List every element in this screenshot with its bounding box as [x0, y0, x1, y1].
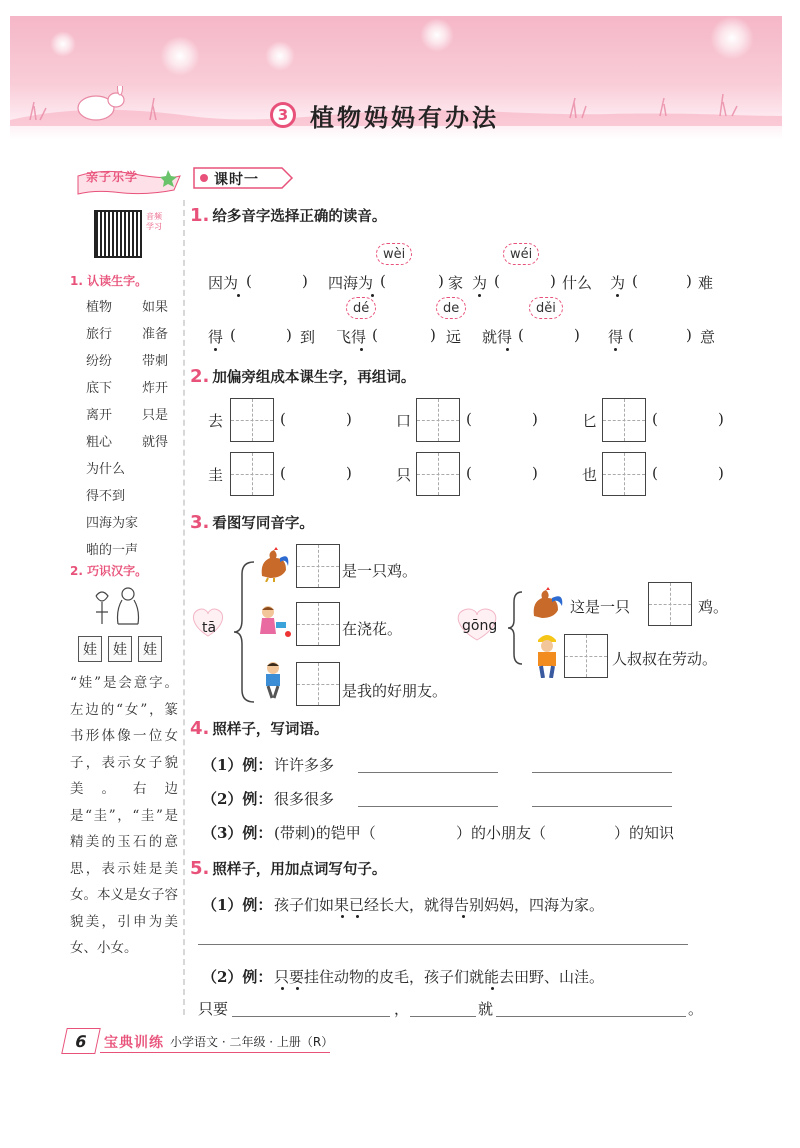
answer-line[interactable]	[532, 772, 672, 773]
word-item: 离开	[86, 408, 113, 423]
sidebar-divider	[183, 200, 185, 1015]
answer-right-paren: )	[532, 410, 538, 428]
pinyin-option[interactable]: děi	[529, 297, 563, 319]
writing-grid[interactable]	[296, 662, 340, 706]
question-text: 照样子，写词语。	[212, 722, 329, 738]
answer-left-paren: (	[280, 464, 286, 482]
q1-word: 为	[610, 274, 626, 292]
question-1-title	[190, 205, 386, 226]
emphasis-dot	[214, 348, 217, 351]
q1-right-paren: )	[550, 272, 556, 290]
writing-grid[interactable]	[564, 634, 608, 678]
answer-right-paren: )	[532, 464, 538, 482]
word-item: 粗心	[86, 435, 113, 450]
sentence-text: 这是一只	[570, 598, 631, 616]
q1-right-paren: )	[302, 272, 308, 290]
answer-left-paren: (	[466, 464, 472, 482]
q1-right-paren: )	[574, 326, 580, 344]
question-text: 给多音字选择正确的读音。	[212, 209, 387, 225]
writing-grid[interactable]	[416, 398, 460, 442]
page-number: 6	[61, 1028, 101, 1054]
q1-left-paren: (	[628, 326, 634, 344]
word-item: 纷纷	[86, 354, 113, 369]
frame-punct: ，	[394, 1000, 410, 1018]
word-item: 准备	[142, 327, 169, 342]
sentence-text: 在浇花。	[342, 620, 403, 638]
question-number: 5.	[190, 858, 210, 879]
left-brace	[232, 560, 256, 704]
q1-right-paren: )	[286, 326, 292, 344]
writing-grid[interactable]	[296, 602, 340, 646]
emphasis-dot	[356, 915, 359, 918]
answer-line[interactable]	[496, 1016, 686, 1017]
answer-left-paren: (	[280, 410, 286, 428]
question-5-title	[190, 858, 386, 879]
question-number: 1.	[190, 205, 210, 226]
lesson-number-badge: 3	[270, 102, 296, 128]
example-label: （2）例：	[202, 790, 273, 808]
pinyin-option[interactable]: wèi	[376, 243, 412, 265]
q1-word: 飞得	[336, 328, 367, 346]
answer-line[interactable]	[410, 1016, 476, 1017]
q1-left-paren: (	[380, 272, 386, 290]
emphasis-dot	[360, 348, 363, 351]
emphasis-dot	[506, 348, 509, 351]
example-sentence: 孩子们如果已经长大，就得告别妈妈，四海为家。	[274, 896, 605, 914]
sentence-text: 鸡。	[698, 598, 729, 616]
q1-word: 远	[446, 328, 462, 346]
radical-char: 只	[396, 466, 412, 484]
boy-icon	[258, 660, 288, 700]
sparkle-decoration	[160, 36, 200, 76]
character-evolution	[78, 636, 170, 662]
emphasis-dot	[237, 294, 240, 297]
word-item: 旅行	[86, 327, 113, 342]
qr-tag: 音频学习	[146, 212, 162, 231]
right-brace	[506, 590, 524, 666]
emphasis-dot	[616, 294, 619, 297]
evolution-char: 娃	[108, 636, 132, 662]
example-text: 很多很多	[274, 790, 335, 808]
writing-grid[interactable]	[296, 544, 340, 588]
ancient-woman-illustration	[88, 584, 148, 628]
q1-right-paren: )	[686, 272, 692, 290]
example-label: （2）例：	[202, 968, 273, 986]
brand-logo-text: 宝典训练	[104, 1035, 164, 1051]
writing-grid[interactable]	[230, 398, 274, 442]
q1-word: 因为	[208, 274, 239, 292]
word-item: 啪的一声	[86, 543, 139, 558]
worker-icon	[532, 632, 562, 678]
evolution-char: 娃	[78, 636, 102, 662]
q1-left-paren: (	[494, 272, 500, 290]
example-text: ）的小朋友（	[456, 824, 547, 842]
q1-word: 四海为	[328, 274, 374, 292]
pinyin-option[interactable]: wéi	[503, 243, 539, 265]
book-series: 小学语文 · 二年级 · 上册（R）	[170, 1035, 334, 1049]
frame-punct: 。	[688, 1000, 704, 1018]
answer-right-paren: )	[718, 410, 724, 428]
sidebar-section-2-title: 2. 巧识汉字。	[70, 564, 148, 578]
example-sentence: 只要挂住动物的皮毛，孩子们就能去田野、山洼。	[274, 968, 605, 986]
sparkle-decoration	[420, 18, 454, 52]
sidebar-banner-title: 亲子乐学	[86, 170, 139, 184]
word-item: 炸开	[142, 381, 169, 396]
question-text: 照样子，用加点词写句子。	[212, 862, 387, 878]
answer-line[interactable]	[532, 806, 672, 807]
word-item: 得不到	[86, 489, 126, 504]
question-text: 看图写同音字。	[212, 516, 314, 532]
q1-word: 就得	[482, 328, 513, 346]
q1-word: 意	[700, 328, 716, 346]
sparkle-decoration	[710, 16, 754, 60]
sparkle-decoration	[265, 41, 295, 71]
q1-word: 得	[608, 328, 624, 346]
example-text: 许许多多	[274, 756, 335, 774]
pinyin-option[interactable]: de	[436, 297, 466, 319]
word-item: 为什么	[86, 462, 126, 477]
q1-word: 家	[448, 274, 464, 292]
example-text: ）的知识	[614, 824, 675, 842]
writing-grid[interactable]	[602, 452, 646, 496]
emphasis-dot	[614, 348, 617, 351]
emphasis-dot	[281, 987, 284, 990]
answer-right-paren: )	[718, 464, 724, 482]
q1-right-paren: )	[438, 272, 444, 290]
footer-underline	[100, 1052, 330, 1053]
q1-word: 难	[698, 274, 714, 292]
emphasis-dot	[462, 915, 465, 918]
sparkle-decoration	[50, 31, 76, 57]
emphasis-dot	[478, 294, 481, 297]
sentence-text: 是一只鸡。	[342, 562, 418, 580]
right-pinyin: gōng	[462, 618, 498, 634]
answer-line[interactable]	[232, 1016, 390, 1017]
answer-left-paren: (	[466, 410, 472, 428]
lesson-title-bar	[270, 98, 499, 132]
frame-word: 只要	[198, 1000, 229, 1018]
radical-char: 去	[208, 412, 224, 430]
sidebar	[64, 160, 176, 1010]
radical-char: 口	[396, 412, 412, 430]
word-item: 底下	[86, 381, 113, 396]
radical-char: 圭	[208, 466, 224, 484]
answer-line[interactable]	[358, 772, 498, 773]
radical-char: 匕	[582, 412, 598, 430]
q1-left-paren: (	[632, 272, 638, 290]
sentence-text: 人叔叔在劳动。	[612, 650, 718, 668]
answer-right-paren: )	[346, 410, 352, 428]
question-number: 3.	[190, 512, 210, 533]
q1-right-paren: )	[430, 326, 436, 344]
rooster-icon	[528, 586, 566, 622]
question-number: 4.	[190, 718, 210, 739]
girl-watering-icon	[256, 604, 292, 640]
word-item: 带刺	[142, 354, 169, 369]
q1-left-paren: (	[230, 326, 236, 344]
rooster-icon	[256, 546, 292, 582]
question-2-title	[190, 366, 415, 387]
emphasis-dot	[296, 987, 299, 990]
sentence-text: 是我的好朋友。	[342, 682, 448, 700]
q1-word: 为	[472, 274, 488, 292]
writing-grid[interactable]	[230, 452, 274, 496]
q1-left-paren: (	[518, 326, 524, 344]
answer-right-paren: )	[346, 464, 352, 482]
answer-left-paren: (	[652, 464, 658, 482]
frame-word: 就	[478, 1000, 494, 1018]
left-pinyin: tā	[202, 620, 217, 636]
answer-line[interactable]	[358, 806, 498, 807]
example-text: (带刺)的铠甲（	[274, 824, 376, 842]
radical-char: 也	[582, 466, 598, 484]
evolution-char: 娃	[138, 636, 162, 662]
emphasis-dot	[341, 915, 344, 918]
word-item: 只是	[142, 408, 169, 423]
q1-word: 得	[208, 328, 224, 346]
q1-right-paren: )	[686, 326, 692, 344]
writing-grid[interactable]	[602, 398, 646, 442]
writing-grid[interactable]	[648, 582, 692, 626]
question-4-title	[190, 718, 328, 739]
page-title: 植物妈妈有办法	[310, 103, 499, 132]
question-3-title	[190, 512, 314, 533]
q1-left-paren: (	[246, 272, 252, 290]
example-label: （1）例：	[202, 756, 273, 774]
emphasis-dot	[491, 987, 494, 990]
qr-code-icon[interactable]	[94, 210, 142, 258]
question-text: 加偏旁组成本课生字，再组词。	[212, 370, 416, 386]
lesson-tag: 课时一	[214, 172, 259, 188]
writing-grid[interactable]	[416, 452, 460, 496]
q1-word: 什么	[562, 274, 593, 292]
example-label: （3）例：	[202, 824, 273, 842]
character-explanation: “娃”是会意字。左边的“女”，篆书形体像一位女子，表示女子貌美。右边是“圭”，“圭”是精美的玉石的意思，表示娃是美女。本义是女子容貌美，引申为美女、小女。	[70, 675, 178, 956]
q1-word: 到	[300, 328, 316, 346]
sidebar-section-1-title: 1. 认读生字。	[70, 274, 148, 288]
answer-line[interactable]	[198, 944, 688, 945]
word-item: 四海为家	[86, 516, 139, 531]
word-item: 植物	[86, 300, 113, 315]
pinyin-option[interactable]: dé	[346, 297, 376, 319]
answer-left-paren: (	[652, 410, 658, 428]
question-number: 2.	[190, 366, 210, 387]
word-item: 就得	[142, 435, 169, 450]
example-label: （1）例：	[202, 896, 273, 914]
emphasis-dot	[371, 294, 374, 297]
word-item: 如果	[142, 300, 169, 315]
q1-left-paren: (	[372, 326, 378, 344]
